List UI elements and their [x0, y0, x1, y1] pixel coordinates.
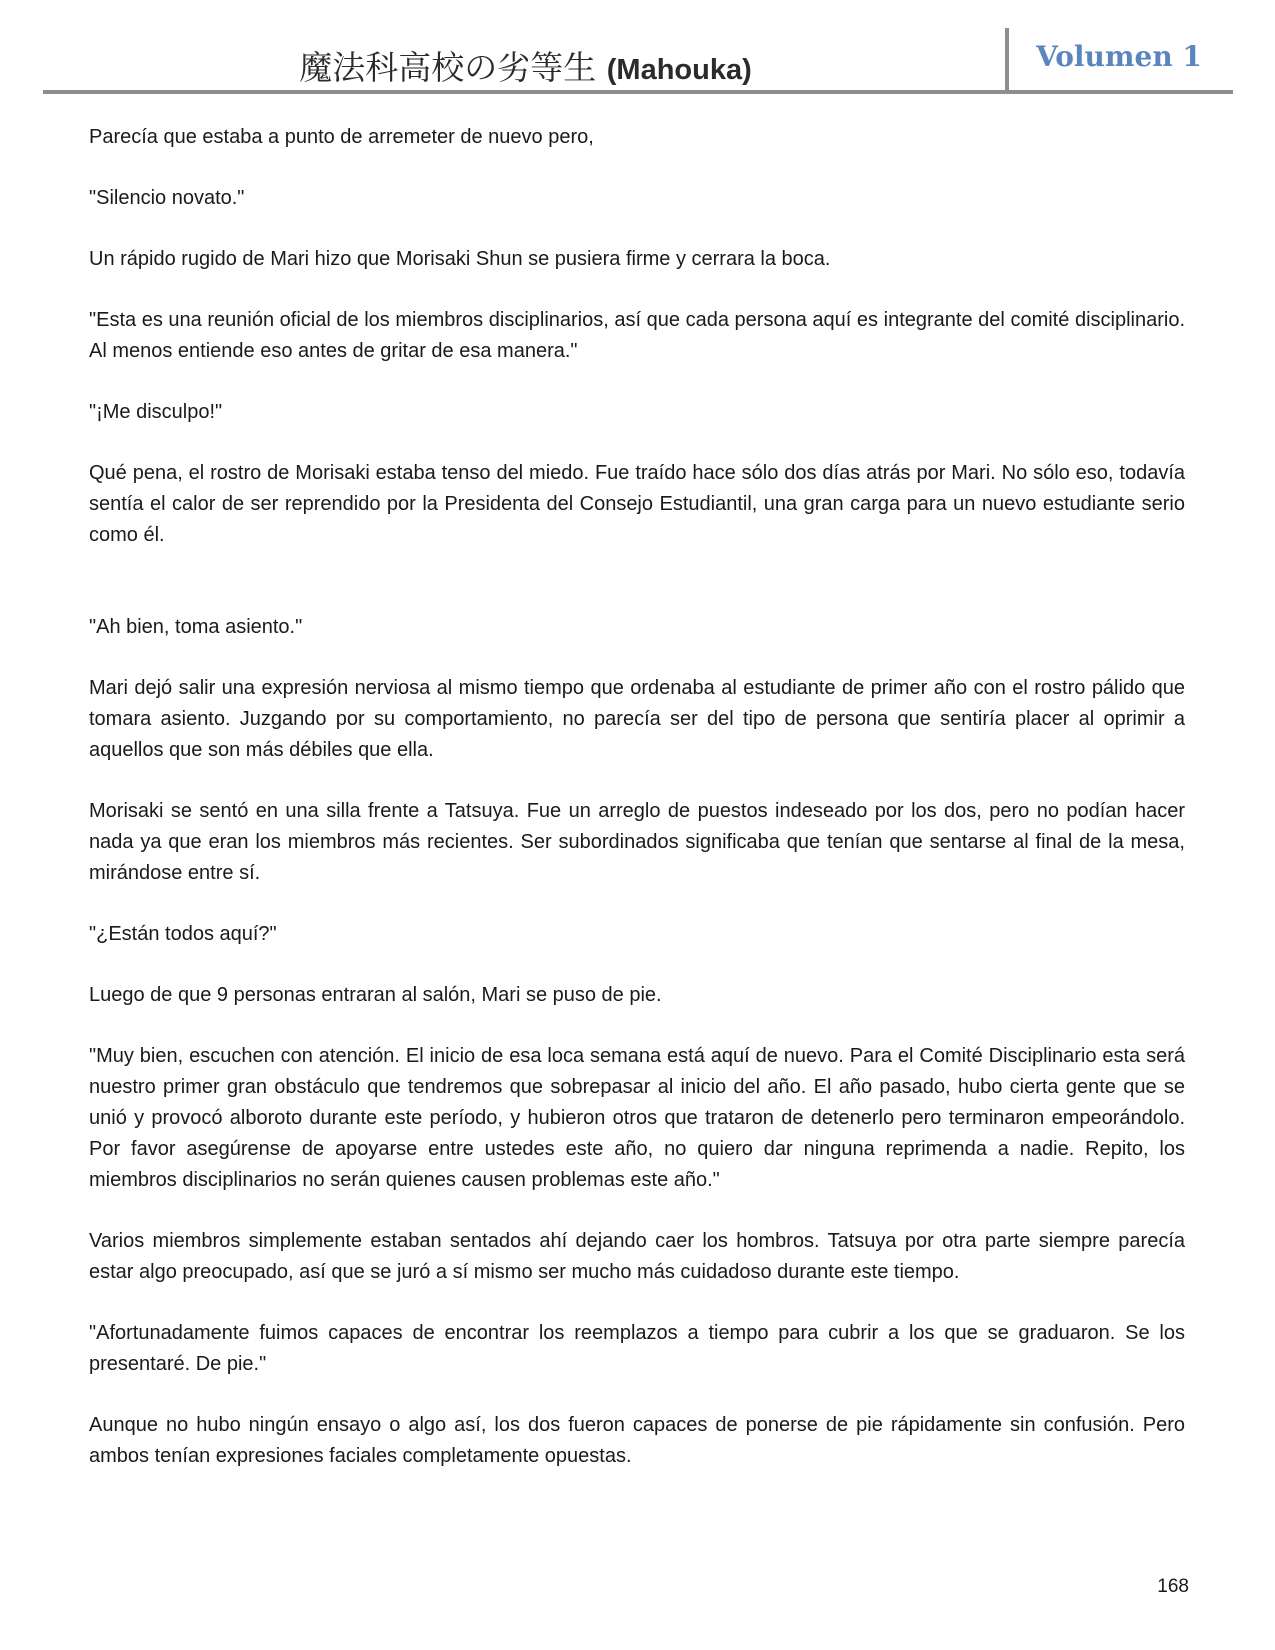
paragraph: "Ah bien, toma asiento."	[89, 616, 303, 638]
paragraph: "¡Me disculpo!"	[89, 401, 223, 423]
paragraph: "Silencio novato."	[89, 187, 245, 209]
volume-label: Volumen 1	[1036, 40, 1202, 73]
paragraph: Qué pena, el rostro de Morisaki estaba tenso del miedo. Fue traído hace sólo dos días atrás por Mari. No sólo eso, todavía sentía el calor de ser reprendido por la Presidenta del Consejo Estudiantil, una gran carga para un nuevo estudiante serio como él.	[89, 462, 1185, 546]
paragraph: Varios miembros simplemente estaban sentados ahí dejando caer los hombros. Tatsuya por otra parte siempre parecía estar algo preocupado, así que se juró a sí mismo ser mucho más cuidadoso durante este tiempo.	[89, 1230, 1185, 1283]
paragraph: "¿Están todos aquí?"	[89, 923, 277, 945]
page-header	[43, 28, 1233, 94]
page-number: 168	[1157, 1576, 1189, 1597]
paragraph: Morisaki se sentó en una silla frente a Tatsuya. Fue un arreglo de puestos indeseado por los dos, pero no podían hacer nada ya que eran los miembros más recientes. Ser subordinados significaba que tenían que sentarse al final de la mesa, mirándose entre sí.	[89, 800, 1185, 884]
page-body	[89, 122, 1185, 1502]
paragraph: Mari dejó salir una expresión nerviosa al mismo tiempo que ordenaba al estudiante de primer año con el rostro pálido que tomara asiento. Juzgando por su comportamiento, no parecía ser del tipo de persona que sentiría placer al oprimir a aquellos que son más débiles que ella.	[89, 677, 1185, 761]
paragraph: "Afortunadamente fuimos capaces de encontrar los reemplazos a tiempo para cubrir a los que se graduaron. Se los presentaré. De pie."	[89, 1322, 1185, 1375]
paragraph: Un rápido rugido de Mari hizo que Morisaki Shun se pusiera firme y cerrara la boca.	[89, 248, 831, 270]
book-title	[43, 42, 1008, 89]
header-divider	[1005, 28, 1009, 90]
paragraph: "Esta es una reunión oficial de los miembros disciplinarios, así que cada persona aquí es integrante del comité disciplinario. Al menos entiende eso antes de gritar de esa manera."	[89, 309, 1185, 362]
paragraph: "Muy bien, escuchen con atención. El inicio de esa loca semana está aquí de nuevo. Para el Comité Disciplinario esta será nuestro primer gran obstáculo que tendremos que sobrepasar al inicio del año. El año pasado, hubo cierta gente que se unió y provocó alboroto durante este período, y hubieron otros que trataron de detenerlo pero terminaron empeorándolo. Por favor asegúrense de apoyarse entre ustedes este año, no quiero dar ninguna reprimenda a nadie. Repito, los miembros disciplinarios no serán quienes causen problemas este año."	[89, 1045, 1185, 1191]
paragraph: Aunque no hubo ningún ensayo o algo así, los dos fueron capaces de ponerse de pie rápidamente sin confusión. Pero ambos tenían expresiones faciales completamente opuestas.	[89, 1414, 1185, 1467]
paragraph: Parecía que estaba a punto de arremeter de nuevo pero,	[89, 126, 594, 148]
paragraph: Luego de que 9 personas entraran al salón, Mari se puso de pie.	[89, 984, 662, 1006]
book-title-japanese: 魔法科高校の劣等生	[299, 48, 597, 87]
header-rule	[43, 90, 1233, 94]
book-title-latin: (Mahouka)	[606, 54, 752, 86]
